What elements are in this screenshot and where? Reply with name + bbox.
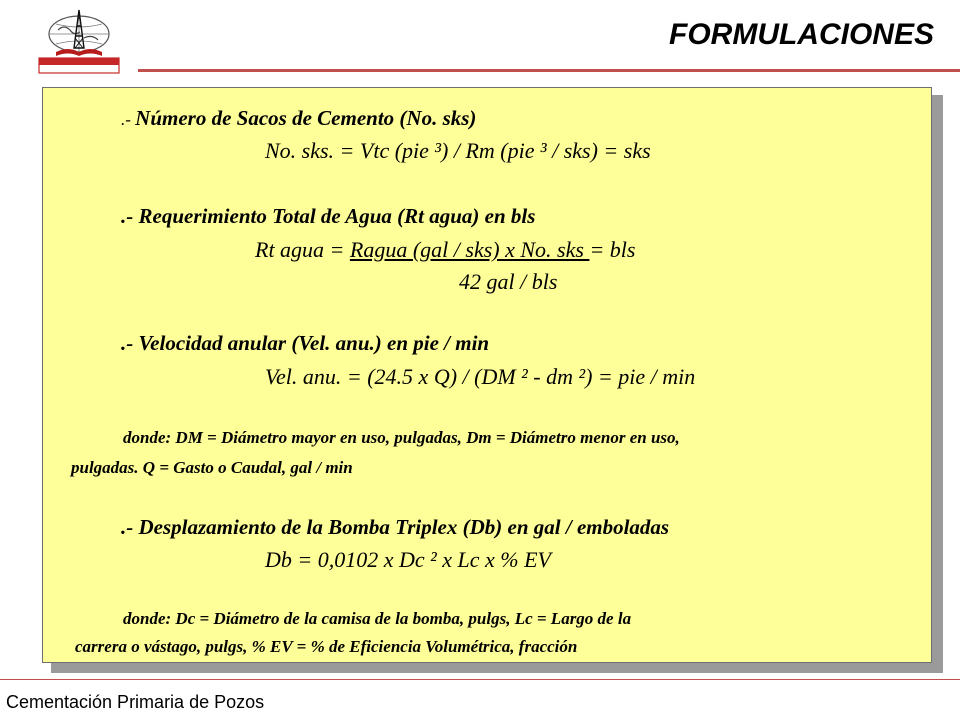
velocidad-heading: .- Velocidad anular (Vel. anu.) en pie / min: [121, 331, 490, 355]
title-divider: [138, 69, 960, 72]
agua-formula-pre: Rt agua =: [255, 237, 350, 262]
velocidad-note-line2: pulgadas. Q = Gasto o Caudal, gal / min: [71, 458, 353, 477]
agua-heading: .- Requerimiento Total de Agua (Rt agua) en bls: [121, 204, 536, 228]
bomba-heading: .- Desplazamiento de la Bomba Triplex (Db) en gal / emboladas: [121, 515, 670, 539]
bomba-note-line2: carrera o vástago, pulgs, % EV = % de Eficiencia Volumétrica, fracción: [75, 637, 578, 656]
sacos-dash: .-: [121, 110, 136, 129]
company-logo: [36, 8, 122, 74]
velocidad-note-line1: donde: DM = Diámetro mayor en uso, pulgadas, Dm = Diámetro menor en uso,: [123, 428, 680, 447]
agua-formula: [255, 237, 635, 263]
page-title: FORMULACIONES: [669, 18, 934, 51]
agua-denominator: 42 gal / bls: [459, 269, 558, 294]
sacos-heading: [121, 106, 476, 131]
formula-panel: [42, 87, 932, 663]
sacos-formula: No. sks. = Vtc (pie ³) / Rm (pie ³ / sks) = sks: [265, 138, 651, 163]
velocidad-formula: Vel. anu. = (24.5 x Q) / (DM ² - dm ²) = pie / min: [265, 364, 696, 389]
agua-formula-numerator: Ragua (gal / sks) x No. sks: [349, 237, 590, 262]
footer-divider: [0, 679, 960, 680]
sacos-head-text: Número de Sacos de Cemento (No. sks): [135, 106, 477, 130]
bomba-note-line1: donde: Dc = Diámetro de la camisa de la bomba, pulgs, Lc = Largo de la: [123, 609, 632, 628]
footer-text: Cementación Primaria de Pozos: [6, 692, 265, 712]
agua-formula-post: = bls: [589, 237, 636, 262]
bomba-formula: Db = 0,0102 x Dc ² x Lc x % EV: [265, 547, 551, 572]
